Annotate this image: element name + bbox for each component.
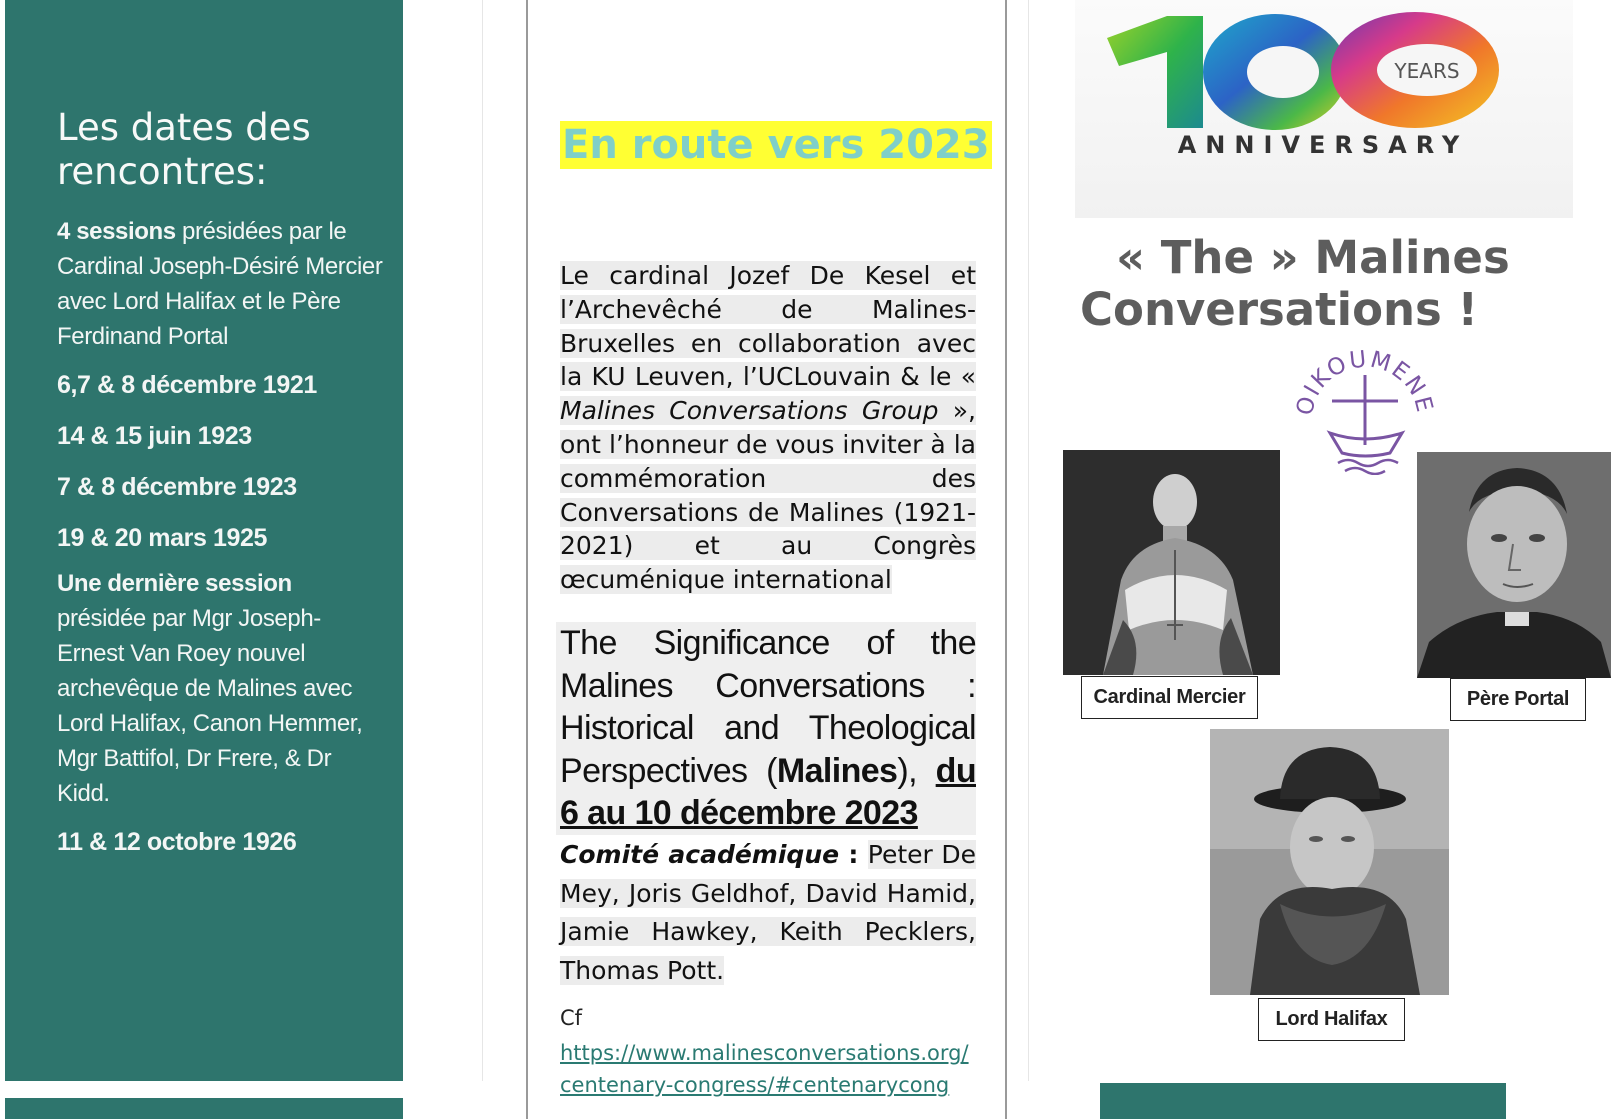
logo-anniversary-text: ANNIVERSARY: [1177, 131, 1469, 159]
session-date-4: 19 & 20 mars 1925: [57, 524, 268, 552]
left-panel-title: Les dates des rencontres:: [57, 106, 311, 193]
last-session-bold: Une dernière session: [57, 570, 292, 597]
congress-title-after: ),: [897, 751, 936, 790]
group-name: Malines Conversations Group: [560, 396, 939, 426]
sessions-intro-text: présidées par le Cardinal Joseph-Désiré Mercier avec Lord Halifax et le Père Ferdinand Portal: [57, 218, 383, 350]
section-heading: En route vers 2023: [562, 122, 990, 168]
logo-years-text: YEARS: [1394, 59, 1460, 83]
session-date-1: 6,7 & 8 décembre 1921: [57, 371, 317, 399]
committee-label: Comité académique: [560, 840, 840, 869]
fold-line: [1005, 0, 1007, 1119]
photo-cardinal-mercier: [1063, 450, 1280, 675]
main-title-line1: « The » Malines: [1116, 231, 1510, 284]
sessions-intro: [57, 214, 383, 354]
anniversary-logo-graphic: [1075, 0, 1573, 218]
last-session-date: 11 & 12 octobre 1926: [57, 828, 297, 856]
oikoumene-text: OIKOUMENE: [1291, 346, 1438, 419]
fold-line: [526, 0, 528, 1119]
anniversary-logo: [1075, 0, 1573, 218]
invitation-text-part2: », ont l’honneur de vous inviter à la commémoration des Conversations de Malines (1921-2021) et au Congrès œcuménique international: [560, 396, 976, 595]
caption-cardinal-mercier: Cardinal Mercier: [1081, 676, 1258, 719]
left-bottom-bar: [5, 1098, 403, 1119]
congress-dates: du 6 au 10 décembre 2023: [560, 751, 976, 832]
committee-separator: :: [839, 840, 868, 869]
session-date-2: 14 & 15 juin 1923: [57, 422, 252, 450]
left-panel: [5, 0, 403, 1081]
congress-link[interactable]: https://www.malinesconversations.org/centenary-congress/#centenarycong: [560, 1041, 969, 1097]
photo-lord-halifax: [1210, 729, 1449, 995]
invitation-text: [560, 259, 976, 597]
caption-pere-portal: Père Portal: [1450, 678, 1586, 721]
main-title: [1080, 232, 1611, 336]
column-divider: [482, 0, 483, 1081]
congress-place: Malines: [776, 751, 898, 790]
column-divider: [1028, 0, 1029, 1081]
congress-title-text: The Significance of the Malines Conversations : Historical and Theological Perspectives (: [560, 624, 976, 790]
caption-lord-halifax: Lord Halifax: [1258, 998, 1405, 1041]
sessions-intro-bold: 4 sessions: [57, 218, 176, 245]
session-date-3: 7 & 8 décembre 1923: [57, 473, 297, 501]
academic-committee: [560, 836, 976, 990]
cf-label: Cf: [560, 1006, 583, 1030]
main-title-line2: Conversations !: [1080, 283, 1479, 336]
last-session-text: présidée par Mgr Joseph-Ernest Van Roey nouvel archevêque de Malines avec Lord Halifax, Canon Hemmer, Mgr Battifol, Dr Frere, & Dr Kidd.: [57, 605, 363, 807]
committee-names: Peter De Mey, Joris Geldhof, David Hamid, Jamie Hawkey, Keith Pecklers, Thomas Pott.: [560, 840, 977, 985]
right-bottom-bar: [1100, 1083, 1506, 1119]
invitation-text-part1: Le cardinal Jozef De Kesel et l’Archevêché de Malines-Bruxelles en collaboration avec la KU Leuven, l’UCLouvain & le «: [560, 261, 976, 392]
last-session: [57, 566, 383, 811]
congress-title: [556, 622, 976, 835]
photo-pere-portal: [1417, 452, 1611, 678]
